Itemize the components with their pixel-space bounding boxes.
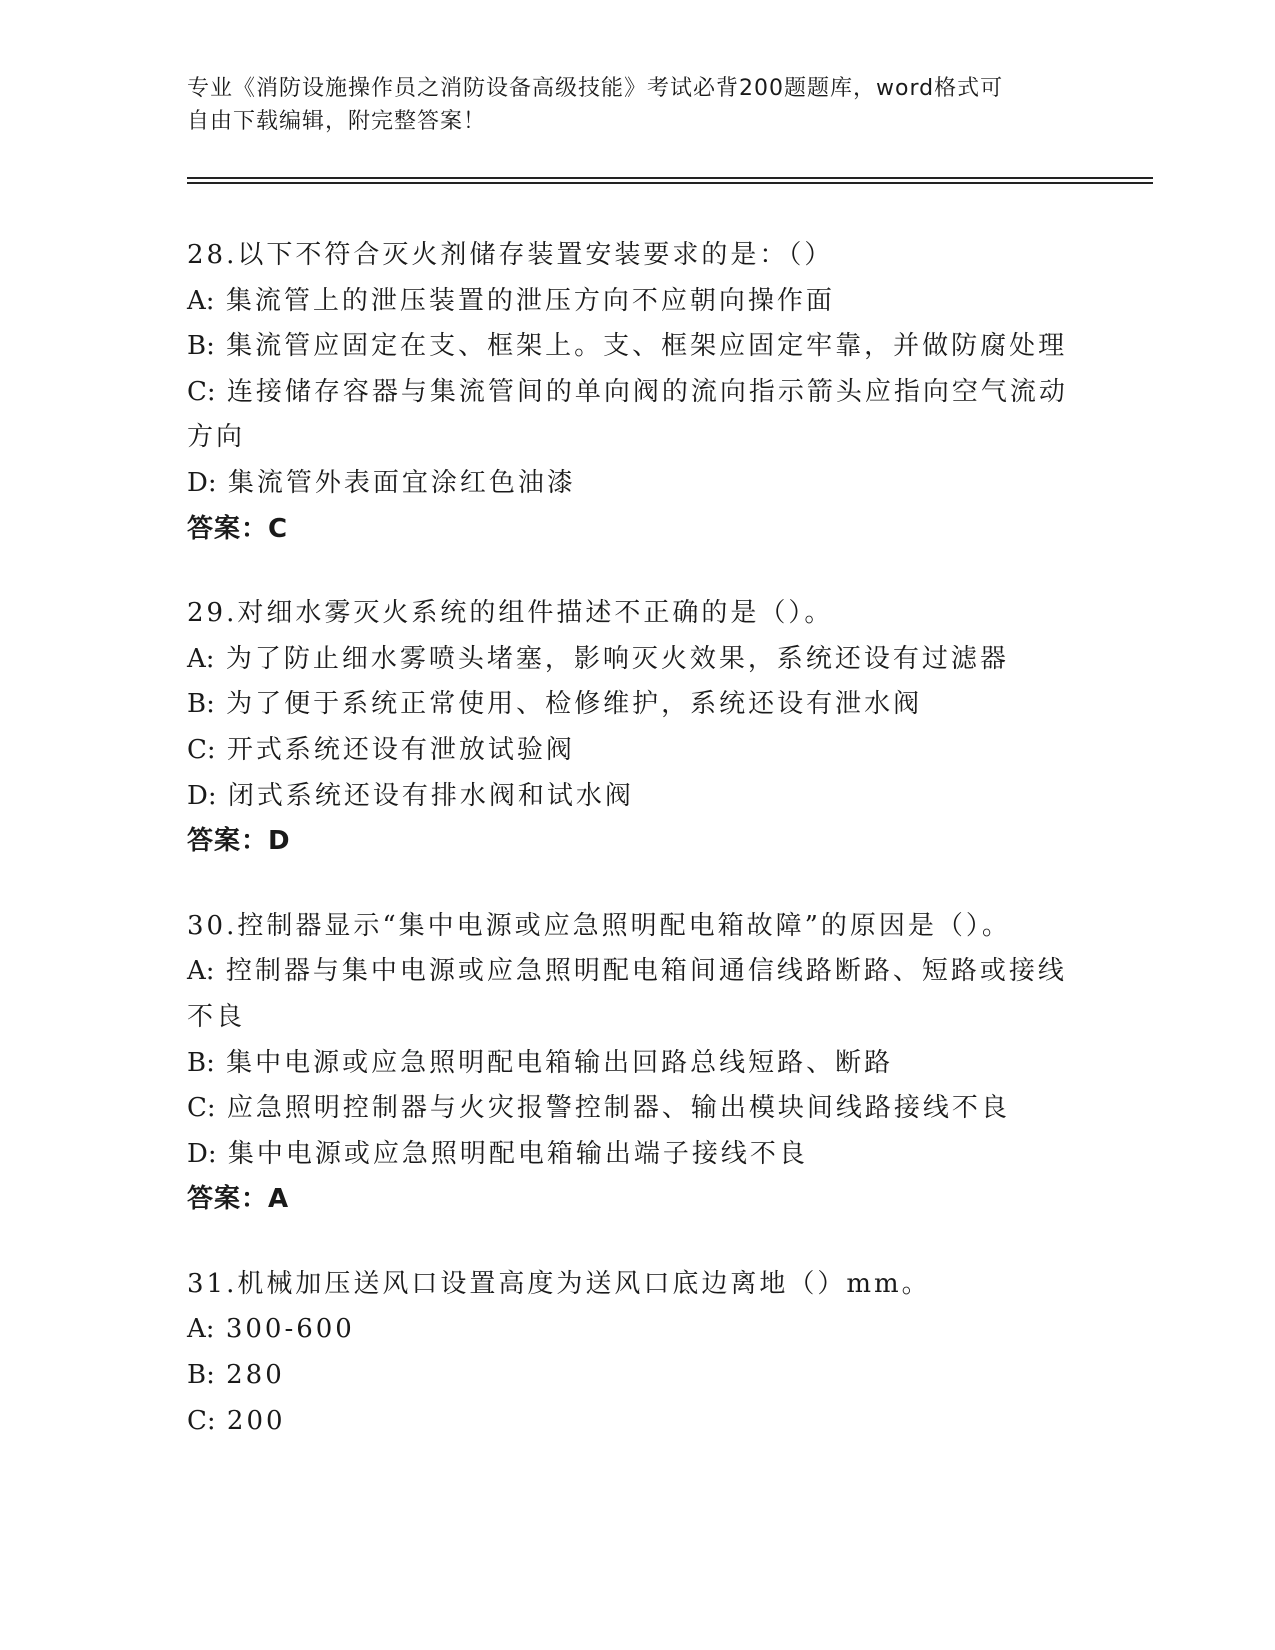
option-letter: C: <box>187 1405 216 1436</box>
option-c <box>187 370 1087 461</box>
option-letter: B: <box>187 1047 215 1078</box>
option-letter: A: <box>187 1314 215 1345</box>
question-29 <box>187 591 1087 865</box>
option-text: 开式系统还设有泄放试验阀 <box>226 734 575 765</box>
option-text: 280 <box>226 1360 285 1391</box>
option-letter: B: <box>187 689 215 720</box>
answer-label: 答案：D <box>187 826 291 857</box>
option-b <box>187 1353 1087 1399</box>
header-line-2: 自由下载编辑，附完整答案！ <box>187 109 487 134</box>
question-30 <box>187 904 1087 1223</box>
option-letter: D: <box>187 780 217 811</box>
option-letter: A: <box>187 643 215 674</box>
option-text: 300-600 <box>225 1314 355 1345</box>
option-letter: A: <box>187 285 215 316</box>
option-text: 集中电源或应急照明配电箱输出端子接线不良 <box>227 1138 808 1169</box>
option-text: 应急照明控制器与火灾报警控制器、输出模块间线路接线不良 <box>226 1093 1010 1124</box>
header-divider-top <box>187 177 1153 179</box>
option-a <box>187 637 1087 683</box>
question-stem: 30.控制器显示“集中电源或应急照明配电箱故障”的原因是（）。 <box>187 910 1011 941</box>
option-b <box>187 324 1087 370</box>
option-c <box>187 1086 1087 1132</box>
option-b <box>187 1041 1087 1087</box>
header-divider-bottom <box>187 182 1153 184</box>
option-text: 为了便于系统正常使用、检修维护，系统还设有泄水阀 <box>226 689 923 720</box>
option-c <box>187 728 1087 774</box>
answer-label: 答案：C <box>187 513 289 544</box>
option-text: 控制器与集中电源或应急照明配电箱间通信线路断路、短路或接线不良 <box>187 956 1067 1032</box>
option-a <box>187 1307 1087 1353</box>
answer-label: 答案：A <box>187 1184 290 1215</box>
option-text: 集流管上的泄压装置的泄压方向不应朝向操作面 <box>225 285 835 316</box>
option-text: 集流管应固定在支、框架上。支、框架应固定牢靠，并做防腐处理 <box>226 331 1068 362</box>
question-stem: 31.机械加压送风口设置高度为送风口底边离地（）mm。 <box>187 1268 931 1299</box>
header-line-1: 专业《消防设施操作员之消防设备高级技能》考试必背200题题库，word格式可 <box>187 76 1004 101</box>
option-text: 集流管外表面宜涂红色油漆 <box>227 467 576 498</box>
option-d <box>187 1132 1087 1178</box>
option-letter: B: <box>187 331 215 362</box>
option-text: 200 <box>226 1405 286 1436</box>
question-stem: 28.以下不符合灭火剂储存装置安装要求的是：（） <box>187 240 834 270</box>
option-text: 连接储存容器与集流管间的单向阀的流向指示箭头应指向空气流动方向 <box>187 376 1068 453</box>
option-a <box>187 279 1087 325</box>
option-c <box>187 1399 1087 1445</box>
question-stem: 29.对细水雾灭火系统的组件描述不正确的是（）。 <box>187 598 834 629</box>
document-header <box>187 72 1087 138</box>
option-b <box>187 682 1087 728</box>
option-letter: B: <box>187 1360 215 1391</box>
option-letter: D: <box>187 1138 217 1169</box>
option-letter: C: <box>187 1093 216 1124</box>
option-text: 为了防止细水雾喷头堵塞，影响灭火效果，系统还设有过滤器 <box>225 643 1009 674</box>
option-d <box>187 461 1087 507</box>
option-text: 闭式系统还设有排水阀和试水阀 <box>227 780 634 811</box>
question-28 <box>187 233 1087 552</box>
option-letter: D: <box>187 467 217 498</box>
question-list <box>187 233 1087 1483</box>
question-31 <box>187 1262 1087 1444</box>
option-text: 集中电源或应急照明配电箱输出回路总线短路、断路 <box>226 1047 894 1078</box>
option-letter: C: <box>187 376 216 407</box>
option-d <box>187 774 1087 820</box>
option-letter: A: <box>187 956 215 987</box>
option-a <box>187 949 1087 1040</box>
option-letter: C: <box>187 734 216 765</box>
